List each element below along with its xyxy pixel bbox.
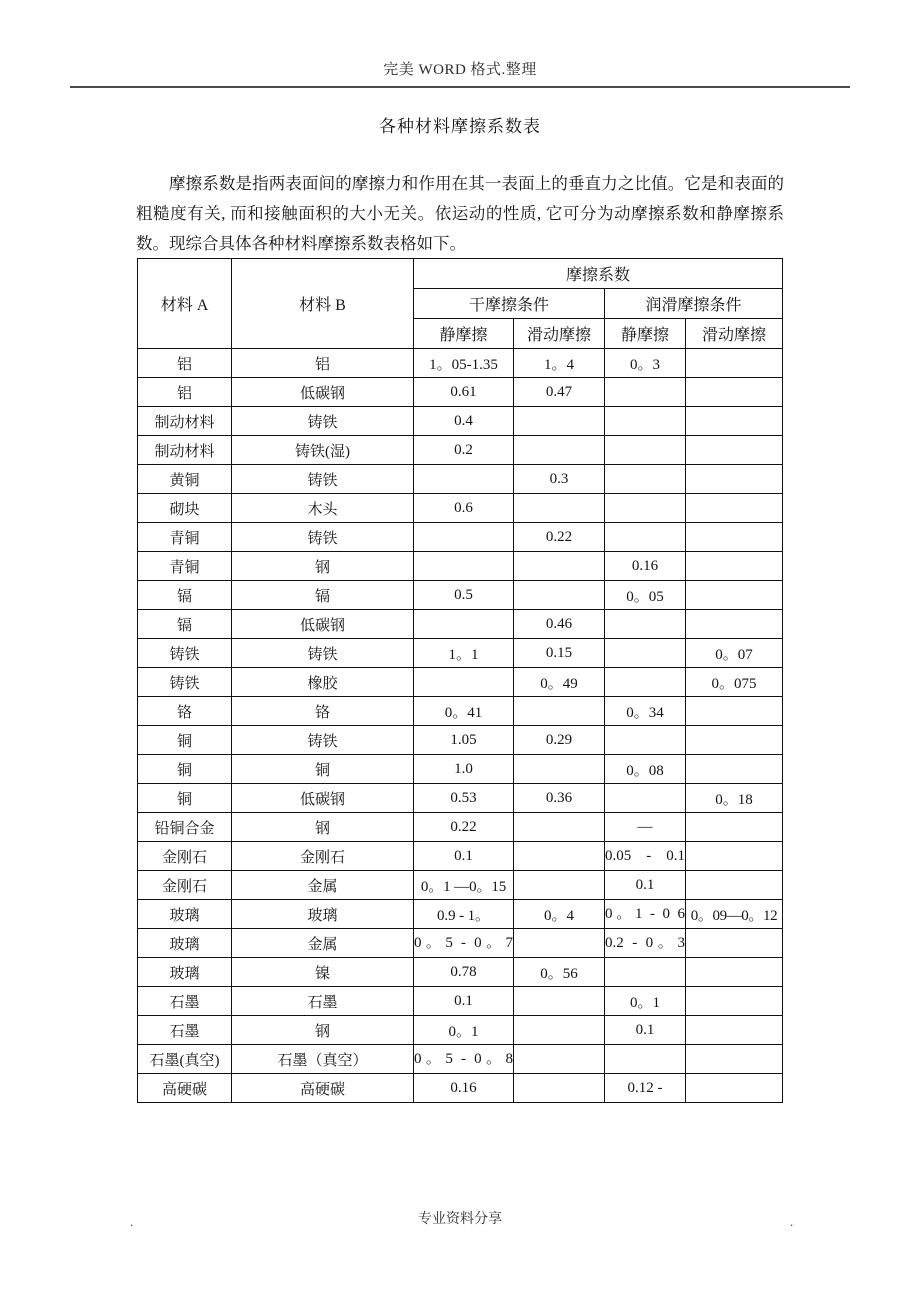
cell-lub-static [605,465,686,494]
header-dry-sliding: 滑动摩擦 [514,319,605,349]
cell-lub-sliding [686,813,783,842]
header-lub-static: 静摩擦 [605,319,686,349]
cell-dry-static: 0.61 [414,378,514,407]
cell-dry-static: 0.78 [414,958,514,987]
cell-dry-sliding [514,755,605,784]
cell-dry-sliding [514,1074,605,1103]
cell-material-a: 高硬碳 [138,1074,232,1103]
cell-lub-sliding [686,987,783,1016]
cell-dry-sliding [514,1045,605,1074]
cell-lub-sliding: 0。18 [686,784,783,813]
cell-material-b: 铸铁 [232,639,414,668]
cell-dry-static: 1.0 [414,755,514,784]
cell-lub-sliding [686,494,783,523]
cell-material-a: 铝 [138,349,232,378]
header-lubricated-condition: 润滑摩擦条件 [605,289,783,319]
cell-lub-sliding [686,581,783,610]
cell-material-a: 玻璃 [138,900,232,929]
cell-dry-static [414,552,514,581]
cell-dry-sliding: 0。56 [514,958,605,987]
cell-lub-static [605,494,686,523]
cell-material-b: 钢 [232,552,414,581]
cell-lub-static [605,378,686,407]
cell-material-b: 金属 [232,871,414,900]
cell-dry-sliding [514,871,605,900]
cell-lub-static: 0.12 - [605,1074,686,1103]
cell-material-b: 铜 [232,755,414,784]
footer-dot-right: . [790,1214,794,1229]
cell-material-b: 铝 [232,349,414,378]
table-row [138,813,783,842]
cell-lub-sliding [686,726,783,755]
table-row [138,1074,783,1103]
cell-dry-sliding: 1。4 [514,349,605,378]
cell-material-b: 镍 [232,958,414,987]
cell-lub-sliding [686,610,783,639]
header-lub-sliding: 滑动摩擦 [686,319,783,349]
page-footer [0,1208,920,1228]
cell-dry-static: 0。41 [414,697,514,726]
cell-dry-static: 0.4 [414,407,514,436]
cell-material-b: 石墨（真空） [232,1045,414,1074]
cell-lub-static [605,639,686,668]
cell-material-b: 钢 [232,1016,414,1045]
cell-material-a: 青铜 [138,552,232,581]
header-row-1 [138,259,783,289]
cell-lub-sliding [686,1016,783,1045]
cell-material-b: 钢 [232,813,414,842]
cell-material-b: 低碳钢 [232,784,414,813]
cell-lub-sliding [686,378,783,407]
cell-material-a: 铸铁 [138,639,232,668]
table-row [138,436,783,465]
cell-lub-static: 0.05 - 0.1 [605,842,686,871]
cell-lub-sliding: 0。09—0。12 [686,900,783,929]
cell-material-b: 铸铁 [232,523,414,552]
table-row [138,697,783,726]
cell-lub-static: 0.2 - 0。3 [605,929,686,958]
cell-lub-sliding: 0。075 [686,668,783,697]
cell-dry-sliding [514,407,605,436]
cell-material-a: 铜 [138,755,232,784]
cell-lub-sliding [686,871,783,900]
cell-material-b: 木头 [232,494,414,523]
cell-dry-sliding: 0.15 [514,639,605,668]
cell-dry-sliding [514,842,605,871]
cell-material-a: 铝 [138,378,232,407]
cell-lub-static: — [605,813,686,842]
cell-material-b: 金刚石 [232,842,414,871]
cell-material-a: 铸铁 [138,668,232,697]
cell-dry-static: 0.5 [414,581,514,610]
table-row [138,726,783,755]
cell-material-a: 玻璃 [138,958,232,987]
cell-dry-sliding [514,929,605,958]
cell-dry-sliding [514,1016,605,1045]
table-row [138,871,783,900]
cell-dry-static: 1。05-1.35 [414,349,514,378]
cell-lub-static: 0。1 - 0 6 [605,900,686,929]
table-row [138,755,783,784]
cell-lub-sliding [686,697,783,726]
footer-dot-left: . [130,1214,134,1229]
cell-lub-sliding [686,755,783,784]
cell-material-b: 玻璃 [232,900,414,929]
table-row [138,842,783,871]
cell-material-a: 铜 [138,784,232,813]
cell-material-b: 金属 [232,929,414,958]
cell-lub-sliding [686,958,783,987]
cell-dry-static: 1.05 [414,726,514,755]
cell-lub-static [605,1045,686,1074]
cell-material-b: 镉 [232,581,414,610]
cell-dry-sliding [514,436,605,465]
table-row [138,668,783,697]
cell-lub-static: 0。3 [605,349,686,378]
cell-material-a: 铜 [138,726,232,755]
cell-dry-static: 0.1 [414,842,514,871]
cell-lub-sliding [686,842,783,871]
cell-lub-sliding [686,1045,783,1074]
cell-dry-sliding [514,552,605,581]
table-row [138,378,783,407]
header-dry-condition: 干摩擦条件 [414,289,605,319]
cell-material-a: 制动材料 [138,436,232,465]
cell-material-a: 镉 [138,581,232,610]
header-material-a: 材料 A [138,259,232,349]
cell-dry-sliding: 0.36 [514,784,605,813]
cell-material-b: 石墨 [232,987,414,1016]
cell-material-a: 铬 [138,697,232,726]
table-row [138,958,783,987]
cell-dry-static: 0.22 [414,813,514,842]
cell-lub-sliding [686,349,783,378]
table-row [138,784,783,813]
cell-material-a: 金刚石 [138,842,232,871]
header-coefficient: 摩擦系数 [414,259,783,289]
cell-material-a: 制动材料 [138,407,232,436]
cell-material-a: 黄铜 [138,465,232,494]
cell-material-a: 铅铜合金 [138,813,232,842]
table-row [138,465,783,494]
cell-material-a: 石墨(真空) [138,1045,232,1074]
cell-material-a: 石墨 [138,1016,232,1045]
cell-lub-sliding [686,552,783,581]
cell-dry-static: 0.53 [414,784,514,813]
cell-dry-sliding [514,581,605,610]
header-rule [70,86,850,88]
cell-dry-static: 0.16 [414,1074,514,1103]
table-row [138,349,783,378]
cell-material-b: 高硬碳 [232,1074,414,1103]
cell-material-a: 石墨 [138,987,232,1016]
table-row [138,552,783,581]
table-row [138,639,783,668]
running-header: 完美 WORD 格式.整理 [383,62,537,78]
table-row [138,523,783,552]
cell-dry-static: 0。1 —0。15 [414,871,514,900]
cell-dry-static: 1。1 [414,639,514,668]
cell-dry-sliding: 0.3 [514,465,605,494]
cell-lub-static: 0。34 [605,697,686,726]
cell-lub-sliding [686,523,783,552]
cell-lub-static: 0.16 [605,552,686,581]
cell-material-b: 铸铁 [232,407,414,436]
cell-dry-static: 0。5 - 0。7 [414,929,514,958]
friction-table-container [137,258,783,1103]
table-body [138,349,783,1103]
table-row [138,407,783,436]
cell-lub-static: 0。08 [605,755,686,784]
cell-dry-sliding: 0.22 [514,523,605,552]
cell-dry-static: 0.9 - 1。 [414,900,514,929]
table-row [138,987,783,1016]
footer-text: 专业资料分享 [418,1212,502,1227]
header-dry-static: 静摩擦 [414,319,514,349]
cell-dry-static: 0。5 - 0。8 [414,1045,514,1074]
cell-material-b: 低碳钢 [232,378,414,407]
cell-lub-sliding [686,1074,783,1103]
cell-lub-static [605,610,686,639]
cell-dry-sliding [514,813,605,842]
cell-lub-static [605,726,686,755]
cell-lub-static [605,436,686,465]
cell-dry-static: 0.2 [414,436,514,465]
cell-lub-sliding [686,929,783,958]
header-material-b: 材料 B [232,259,414,349]
cell-dry-static [414,465,514,494]
friction-coefficient-table [137,258,783,1103]
cell-dry-sliding [514,697,605,726]
cell-dry-static [414,610,514,639]
cell-material-b: 铬 [232,697,414,726]
table-header [138,259,783,349]
table-row [138,1016,783,1045]
cell-lub-static: 0.1 [605,871,686,900]
cell-dry-sliding: 0.46 [514,610,605,639]
table-row [138,581,783,610]
page-title: 各种材料摩擦系数表 [379,117,541,136]
cell-dry-sliding: 0.47 [514,378,605,407]
cell-dry-static [414,668,514,697]
cell-lub-static [605,523,686,552]
cell-dry-sliding [514,987,605,1016]
cell-material-b: 低碳钢 [232,610,414,639]
cell-material-b: 铸铁(湿) [232,436,414,465]
cell-material-a: 砌块 [138,494,232,523]
cell-material-b: 橡胶 [232,668,414,697]
cell-lub-static [605,784,686,813]
cell-material-a: 玻璃 [138,929,232,958]
cell-dry-sliding: 0.29 [514,726,605,755]
cell-lub-sliding: 0。07 [686,639,783,668]
cell-dry-static: 0。1 [414,1016,514,1045]
cell-dry-sliding: 0。49 [514,668,605,697]
cell-dry-static: 0.6 [414,494,514,523]
cell-lub-sliding [686,407,783,436]
cell-lub-static [605,958,686,987]
cell-material-a: 青铜 [138,523,232,552]
cell-dry-static [414,523,514,552]
cell-lub-static: 0.1 [605,1016,686,1045]
cell-material-b: 铸铁 [232,465,414,494]
cell-dry-sliding [514,494,605,523]
cell-material-a: 金刚石 [138,871,232,900]
cell-lub-static: 0。05 [605,581,686,610]
cell-lub-static [605,668,686,697]
cell-lub-sliding [686,436,783,465]
cell-lub-static [605,407,686,436]
cell-lub-static: 0。1 [605,987,686,1016]
table-row [138,610,783,639]
cell-material-a: 镉 [138,610,232,639]
cell-material-b: 铸铁 [232,726,414,755]
table-row [138,900,783,929]
cell-dry-static: 0.1 [414,987,514,1016]
cell-lub-sliding [686,465,783,494]
table-row [138,494,783,523]
table-row [138,1045,783,1074]
table-row [138,929,783,958]
cell-dry-sliding: 0。4 [514,900,605,929]
intro-paragraph: 摩擦系数是指两表面间的摩擦力和作用在其一表面上的垂直力之比值。它是和表面的粗糙度有关, 而和接触面积的大小无关。依运动的性质, 它可分为动摩擦系数和静摩擦系数。现综合具体各种材料摩擦系数表格如下。 [136,173,784,253]
